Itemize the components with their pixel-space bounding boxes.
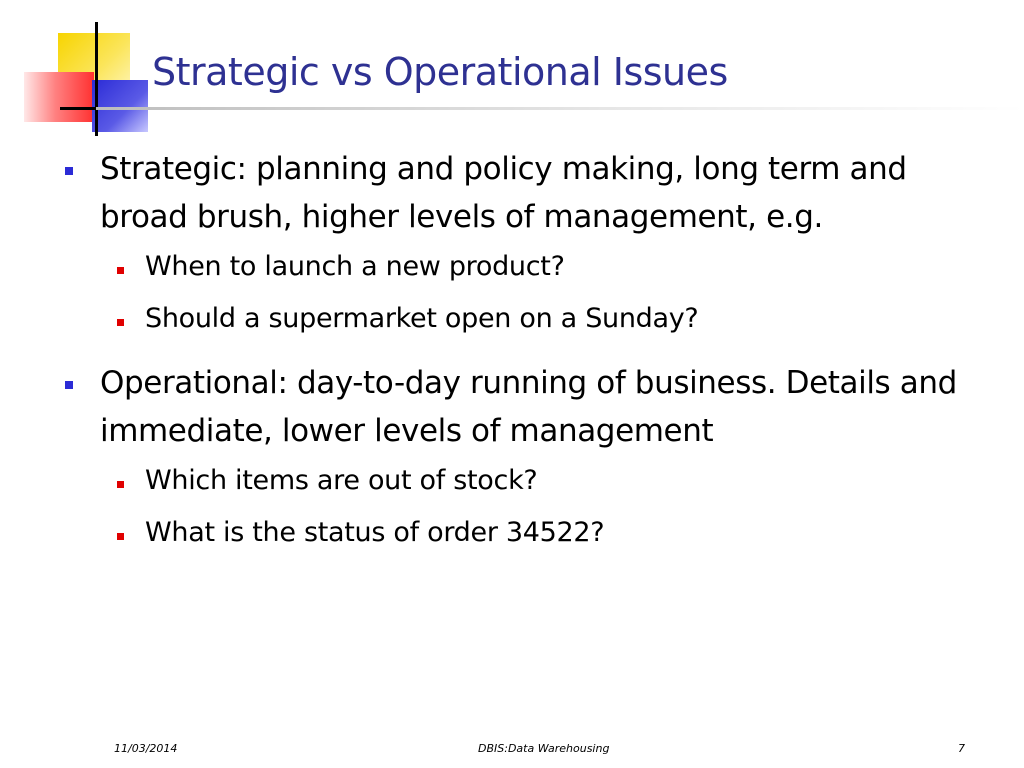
sub-bullet xyxy=(60,459,980,511)
bullet-operational xyxy=(60,359,980,455)
bullet-square-icon xyxy=(65,381,73,389)
slide-logo-graphic xyxy=(0,0,160,140)
bullet-strategic xyxy=(60,145,980,241)
logo-blue-square xyxy=(92,80,148,132)
sub-bullets-strategic xyxy=(60,245,980,349)
sub-bullet-square-icon xyxy=(117,267,124,274)
sub-bullet xyxy=(60,511,980,563)
sub-bullet-square-icon xyxy=(117,533,124,540)
sub-bullet-text: Which items are out of stock? xyxy=(145,465,538,496)
sub-bullet-square-icon xyxy=(117,319,124,326)
sub-bullet-text: What is the status of order 34522? xyxy=(145,517,605,548)
sub-bullet-square-icon xyxy=(117,481,124,488)
bullet-text: Strategic: planning and policy making, long term and broad brush, higher levels of management, e.g. xyxy=(100,151,907,235)
bullet-square-icon xyxy=(65,167,73,175)
sub-bullet xyxy=(60,297,980,349)
logo-red-square xyxy=(24,72,94,122)
title-underline xyxy=(96,107,1024,110)
footer-course-title: DBIS:Data Warehousing xyxy=(478,742,610,755)
sub-bullets-operational xyxy=(60,459,980,563)
bullet-text: Operational: day-to-day running of business. Details and immediate, lower levels of management xyxy=(100,365,957,449)
slide-content xyxy=(60,145,980,573)
footer-date: 11/03/2014 xyxy=(114,742,178,755)
slide-title: Strategic vs Operational Issues xyxy=(152,50,728,94)
sub-bullet-text: Should a supermarket open on a Sunday? xyxy=(145,303,699,334)
footer-page-number: 7 xyxy=(958,742,965,755)
sub-bullet-text: When to launch a new product? xyxy=(145,251,565,282)
logo-vertical-line xyxy=(95,22,98,136)
sub-bullet xyxy=(60,245,980,297)
